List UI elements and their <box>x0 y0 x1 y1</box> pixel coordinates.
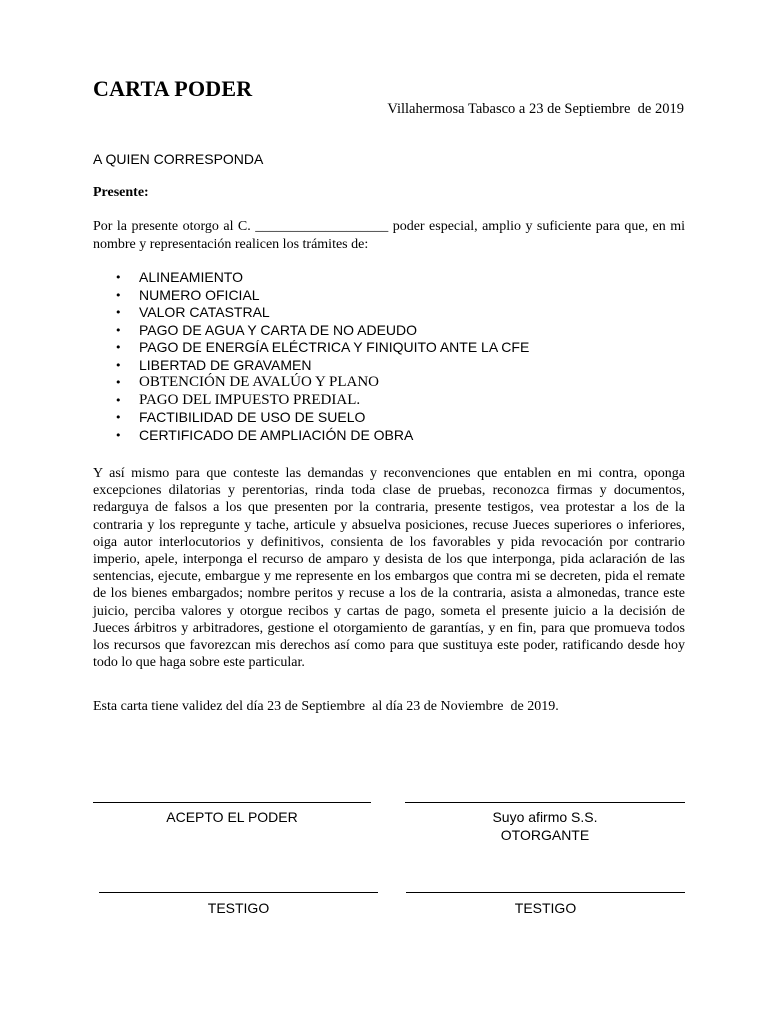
list-item <box>93 269 529 287</box>
bullet-icon: • <box>115 376 122 389</box>
list-item-label: PAGO DEL IMPUESTO PREDIAL. <box>139 391 361 408</box>
bullet-icon: • <box>115 428 122 442</box>
list-item-label: PAGO DE AGUA Y CARTA DE NO ADEUDO <box>139 321 418 338</box>
powers-paragraph: Y así mismo para que conteste las demandas y reconvenciones que entablen en mi contra, oponga excepciones dilatorias y perentorias, rinda toda clase de pruebas, reconozca firmas y documentos, redarguya de falsos a los que presenten por la contraria, presente testigos, vea protestar a los de la contraria y los repregunte y tache, articule y absuelva posiciones, recuse Jueces superiores o inferiores, oiga autor interlocutorios y definitivos, consienta de los favorables y pida revocación por contrario imperio, apele, interponga el recurso de amparo y desista de los que interponga, pida aclaración de las sentencias, ejecute, embargue y me represente en los embargos que contra mi se decreten, pida el remate de los bienes embargados; nombre peritos y recuse a los de la contraria, asista a almonedas, trance este juicio, perciba valores y otorgue recibos y cartas de pago, sometа el presente juicio a la decisión de Jueces árbitros y arbitradores, gestione el otorgamiento de garantías, y en fin, para que promueva todos los recursos que favorezcan mis derechos así como para que sustituya este poder, ratificando desde hoy todo lo que haga sobre este particular. <box>93 466 685 671</box>
list-item <box>93 374 529 392</box>
list-item-label: CERTIFICADO DE AMPLIACIÓN DE OBRA <box>139 426 414 443</box>
signature-line-witness-left <box>99 892 378 893</box>
bullet-icon: • <box>115 271 122 284</box>
list-item-label: OBTENCIÓN DE AVALÚO Y PLANO <box>139 374 380 390</box>
list-item <box>93 409 529 427</box>
signature-line-witness-right <box>406 892 685 893</box>
bullet-icon: • <box>115 323 122 337</box>
grantor-closing: Suyo afirmo S.S. <box>492 809 598 825</box>
validity-statement: Esta carta tiene validez del día 23 de Septiembre al día 23 de Noviembre de 2019. <box>93 699 559 714</box>
bullet-icon: • <box>115 393 122 407</box>
list-item-label: ALINEAMIENTO <box>139 269 243 285</box>
signature-line-grantor <box>405 802 685 803</box>
list-item-label: LIBERTAD DE GRAVAMEN <box>139 356 312 373</box>
document-title: CARTA PODER <box>93 76 253 101</box>
list-item <box>93 357 529 375</box>
signature-line-acceptor <box>93 802 371 803</box>
list-item-label: FACTIBILIDAD DE USO DE SUELO <box>139 409 366 425</box>
witness-label-right: TESTIGO <box>514 900 577 916</box>
place-date: Villahermosa Tabasco a 23 de Septiembre de 2019 <box>387 101 684 117</box>
list-item <box>93 304 529 322</box>
intro-paragraph: Por la presente otorgo al C. ___________________ poder especial, amplio y suficiente para que, en mi nombre y representación realicen los trámites de: <box>93 219 685 252</box>
greeting: Presente: <box>93 185 149 200</box>
bullet-icon: • <box>115 288 122 302</box>
procedures-list <box>93 269 529 444</box>
list-item-label: PAGO DE ENERGÍA ELÉCTRICA Y FINIQUITO ANTE LA CFE <box>139 339 530 355</box>
list-item <box>93 427 529 445</box>
list-item-label: VALOR CATASTRAL <box>139 304 270 320</box>
list-item <box>93 287 529 305</box>
grantor-label: OTORGANTE <box>500 827 590 843</box>
list-item <box>93 339 529 357</box>
acceptor-label: ACEPTO EL PODER <box>166 809 298 825</box>
list-item-label: NUMERO OFICIAL <box>139 286 260 303</box>
recipient: A QUIEN CORRESPONDA <box>93 151 264 167</box>
list-item <box>93 392 529 410</box>
bullet-icon: • <box>115 341 122 354</box>
bullet-icon: • <box>115 358 122 372</box>
list-item <box>93 322 529 340</box>
bullet-icon: • <box>115 306 122 319</box>
bullet-icon: • <box>115 411 122 424</box>
witness-label-left: TESTIGO <box>207 900 270 916</box>
